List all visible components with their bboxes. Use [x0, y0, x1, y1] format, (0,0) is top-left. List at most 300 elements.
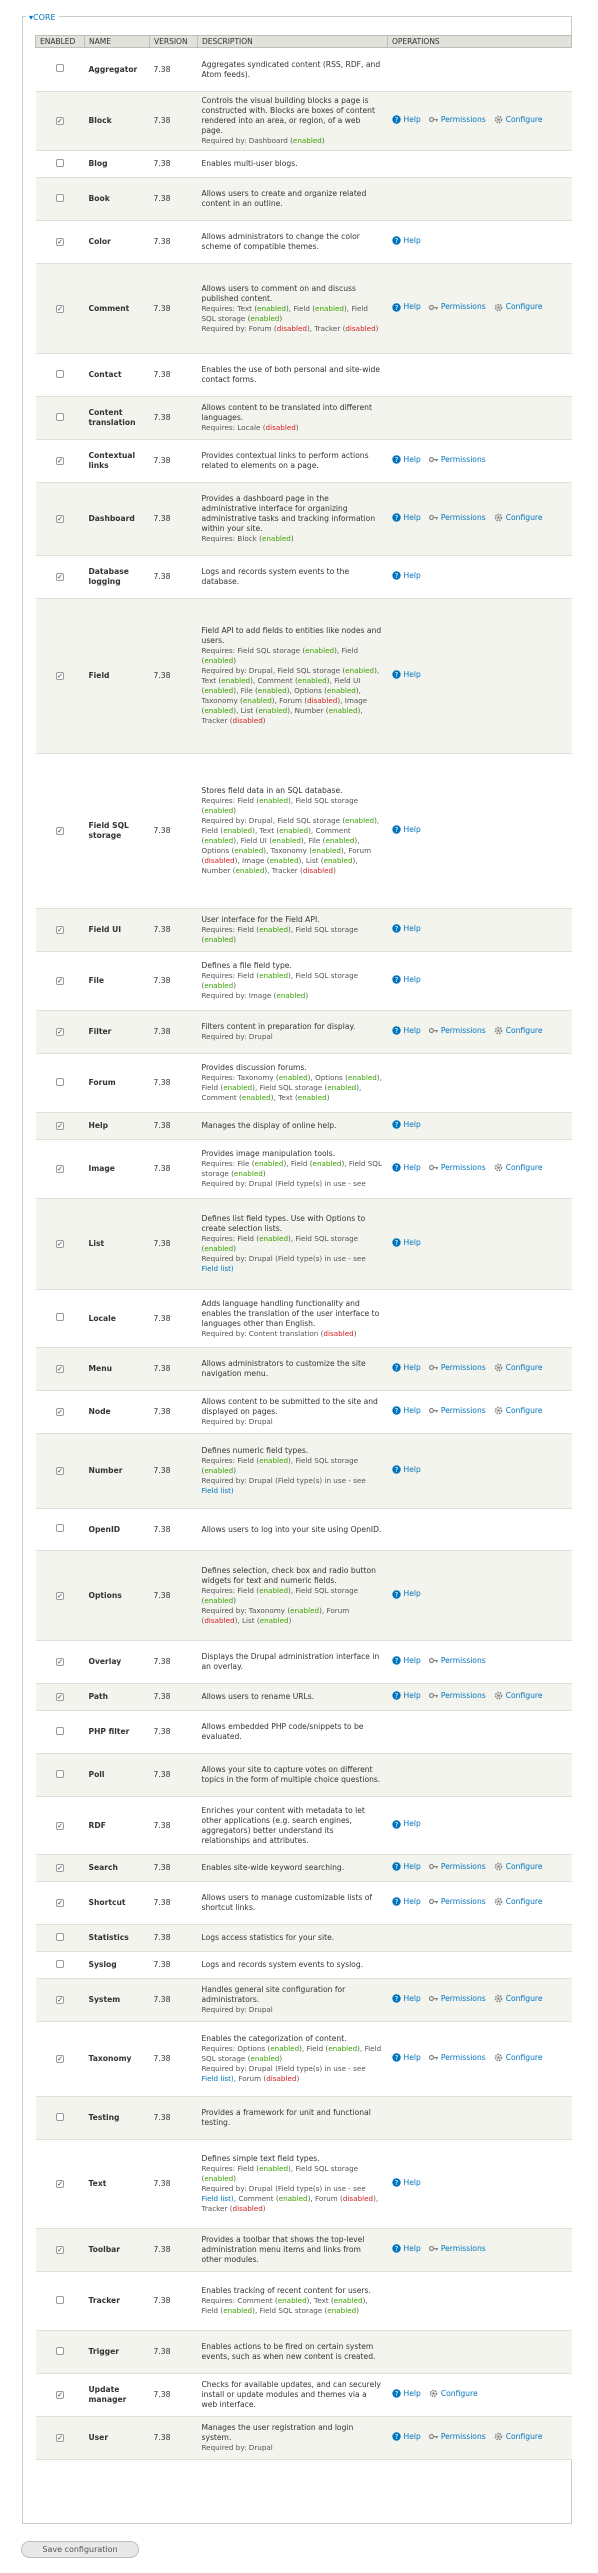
enable-checkbox-locale[interactable] — [56, 1313, 64, 1321]
field-list-link[interactable]: Field list) — [201, 1486, 234, 1495]
dependency-label: Required by: — [201, 1476, 247, 1485]
module-name-label[interactable]: Aggregator — [88, 64, 138, 74]
module-version: 7.38 — [150, 1797, 198, 1855]
help-icon — [392, 670, 401, 679]
configure-link-comment[interactable] — [494, 302, 543, 312]
enable-checkbox-filter[interactable]: ✓ — [57, 1028, 63, 1036]
svg-text:?: ? — [394, 1121, 398, 1130]
svg-text:?: ? — [394, 925, 398, 934]
svg-text:?: ? — [394, 572, 398, 581]
module-name-label[interactable]: Path — [88, 1692, 109, 1701]
module-name-label[interactable]: Help — [88, 1121, 109, 1130]
dependency-status: disabled — [342, 2194, 374, 2203]
help-link-menu[interactable] — [392, 1363, 421, 1373]
enabled-cell — [36, 2097, 85, 2140]
description-text: Enables the use of both personal and site-wide contact forms. — [201, 365, 381, 384]
permissions-link-contextual-links[interactable] — [429, 455, 486, 465]
dependency-item: Comment — [315, 826, 351, 835]
help-link-text[interactable] — [392, 2178, 421, 2188]
description-text: Enables actions to be fired on certain system events, such as when new content is created. — [201, 2342, 376, 2361]
enable-checkbox-dashboard[interactable]: ✓ — [57, 515, 63, 523]
help-link-search[interactable] — [392, 1862, 421, 1872]
module-name-label[interactable]: Comment — [88, 303, 130, 313]
dependency-status: enabled — [204, 1595, 234, 1605]
configure-label: Configure — [505, 1162, 543, 1172]
help-icon — [392, 513, 401, 522]
help-link-field-ui[interactable] — [392, 924, 421, 934]
enable-checkbox-content-translation[interactable] — [56, 413, 64, 421]
help-link-contextual-links[interactable] — [392, 455, 421, 465]
help-link-shortcut[interactable] — [392, 1897, 421, 1907]
module-name-label[interactable]: OpenID — [88, 1524, 121, 1534]
dependency-item: Field — [306, 2044, 324, 2053]
dependency-label: Required by: — [201, 2005, 247, 2014]
module-name-label[interactable]: Forum — [88, 1078, 116, 1087]
help-icon — [392, 2389, 401, 2398]
help-link-filter[interactable] — [392, 1026, 421, 1036]
description-text: Provides discussion forums. — [201, 1063, 307, 1072]
module-name-label[interactable]: Block — [88, 116, 112, 125]
description-text: Allows your site to capture votes on different topics in the form of multiple choice questions. — [201, 1765, 381, 1784]
module-operations — [388, 2097, 572, 2140]
enable-checkbox-image[interactable]: ✓ — [57, 1165, 63, 1173]
module-name-label[interactable]: Dashboard — [88, 514, 135, 523]
help-label: Help — [403, 824, 421, 834]
help-link-overlay[interactable] — [392, 1656, 421, 1666]
module-name-label[interactable]: Options — [88, 1590, 122, 1600]
help-label: Help — [403, 1819, 421, 1829]
module-operations — [388, 1290, 572, 1348]
module-name-label[interactable]: Statistics — [88, 1933, 129, 1942]
help-link-options[interactable] — [392, 1589, 421, 1599]
enable-checkbox-php-filter[interactable] — [56, 1727, 64, 1735]
module-name — [85, 48, 150, 92]
dependency-status: enabled — [305, 646, 335, 655]
enable-checkbox-shortcut[interactable]: ✓ — [57, 1899, 63, 1907]
dependency-item: Field — [201, 2306, 219, 2315]
gear-icon — [494, 1862, 503, 1871]
dependency-item: Field — [237, 2164, 254, 2173]
module-name-label[interactable]: Poll — [88, 1770, 105, 1779]
column-header-description: DESCRIPTION — [198, 36, 388, 48]
module-description — [198, 1199, 388, 1290]
help-icon — [392, 1120, 401, 1129]
enabled-cell — [36, 1113, 85, 1140]
module-name-label[interactable]: Menu — [88, 1364, 113, 1373]
dependency-item: Field UI — [334, 676, 361, 685]
enable-checkbox-field-sql-storage[interactable]: ✓ — [57, 827, 63, 835]
enable-checkbox-statistics[interactable] — [56, 1933, 64, 1941]
module-name — [85, 952, 150, 1011]
dependency-list: Required by: Dashboard (enabled) — [201, 136, 325, 145]
enable-checkbox-rdf[interactable]: ✓ — [57, 1821, 63, 1830]
dependency-list: Requires: Block (enabled) — [201, 534, 294, 543]
permissions-link-comment[interactable] — [429, 302, 486, 312]
module-name-label[interactable]: Taxonomy — [88, 2054, 132, 2063]
module-row-comment — [36, 264, 572, 354]
permissions-label: Permissions — [440, 1655, 486, 1665]
dependency-list: Requires: Text (enabled), Field (enabled), Field SQL storage (enabled) — [201, 303, 368, 323]
configure-link-dashboard[interactable] — [494, 513, 543, 523]
module-operations — [388, 1754, 572, 1797]
description-text: Filters content in preparation for display. — [201, 1022, 356, 1031]
module-row-blog — [36, 151, 572, 178]
help-icon — [392, 1363, 401, 1372]
key-icon — [429, 1656, 438, 1665]
module-name — [85, 92, 150, 151]
enabled-cell — [36, 1797, 85, 1855]
help-label: Help — [403, 1690, 421, 1700]
module-row-image — [36, 1140, 572, 1199]
dependency-label: Requires: — [201, 1456, 236, 1465]
enabled-cell — [36, 1952, 85, 1979]
help-link-node[interactable] — [392, 1406, 421, 1416]
permissions-link-overlay[interactable] — [429, 1656, 486, 1666]
enable-checkbox-trigger[interactable] — [56, 2347, 64, 2355]
help-link-color[interactable] — [392, 236, 421, 246]
dependency-status: enabled — [269, 856, 299, 865]
configure-link-menu[interactable] — [494, 1363, 543, 1373]
module-name-label[interactable]: Trigger — [88, 2347, 119, 2356]
module-name-label[interactable]: RDF — [88, 1820, 106, 1830]
help-link-system[interactable] — [392, 1994, 421, 2004]
help-icon — [392, 1465, 401, 1474]
description-text: Allows users to create and organize related content in an outline. — [201, 189, 367, 208]
key-icon — [429, 115, 438, 124]
key-icon — [429, 1363, 438, 1372]
help-icon — [392, 825, 401, 834]
enable-checkbox-color[interactable]: ✓ — [57, 238, 63, 246]
module-name-label[interactable]: Contact — [88, 370, 122, 379]
module-row-search — [36, 1855, 572, 1882]
save-configuration-button[interactable]: Save configuration — [21, 2541, 139, 2558]
module-name-label[interactable]: PHP filter — [88, 1727, 130, 1736]
module-name-label[interactable]: Filter — [88, 1027, 112, 1036]
module-description — [198, 221, 388, 264]
enable-checkbox-options[interactable]: ✓ — [57, 1591, 63, 1600]
module-description — [198, 2140, 388, 2229]
dependency-status: enabled — [259, 1234, 289, 1243]
module-version: 7.38 — [150, 1434, 198, 1509]
help-link-toolbar[interactable] — [392, 2244, 421, 2254]
permissions-link-user[interactable] — [429, 2432, 486, 2442]
module-name — [85, 1391, 150, 1434]
help-link-help[interactable] — [392, 1120, 421, 1130]
permissions-link-search[interactable] — [429, 1862, 486, 1872]
module-name-label[interactable]: User — [88, 2433, 109, 2442]
module-name-label[interactable]: Update manager — [88, 2385, 127, 2404]
enable-checkbox-help[interactable]: ✓ — [57, 1122, 63, 1130]
permissions-link-node[interactable] — [429, 1406, 486, 1416]
enable-checkbox-file[interactable]: ✓ — [57, 977, 63, 985]
help-icon — [392, 2053, 401, 2062]
module-name-label[interactable]: Field — [88, 671, 110, 680]
module-row-system — [36, 1979, 572, 2022]
permissions-link-dashboard[interactable] — [429, 513, 486, 523]
fieldset-legend-core[interactable]: ▾CORE — [26, 13, 59, 23]
dependency-status: disabled — [345, 323, 376, 333]
module-row-book — [36, 178, 572, 221]
enabled-cell — [36, 1979, 85, 2022]
help-icon — [392, 571, 401, 580]
module-operations — [388, 92, 572, 151]
dependency-item: Drupal (Field type(s) in use - see — [248, 1179, 366, 1188]
dependency-status: enabled — [315, 303, 344, 313]
enable-checkbox-update-manager[interactable]: ✓ — [57, 2391, 63, 2399]
module-name — [85, 1882, 150, 1925]
dependency-item: Field SQL storage — [295, 1234, 359, 1243]
dependency-item: Drupal (Field type(s) in use - see — [248, 1254, 366, 1263]
module-name-label[interactable]: Number — [88, 1466, 123, 1475]
permissions-link-image[interactable] — [429, 1163, 486, 1173]
module-name-label[interactable]: Node — [88, 1407, 111, 1416]
module-version: 7.38 — [150, 1952, 198, 1979]
enable-checkbox-search[interactable]: ✓ — [57, 1864, 63, 1872]
configure-label: Configure — [505, 1690, 543, 1700]
help-link-user[interactable] — [392, 2432, 421, 2442]
configure-link-image[interactable] — [494, 1163, 543, 1173]
configure-link-node[interactable] — [494, 1406, 543, 1416]
module-description — [198, 178, 388, 221]
dependency-label: Requires: — [201, 796, 236, 805]
enable-checkbox-database-logging[interactable]: ✓ — [57, 573, 63, 581]
module-name-label[interactable]: Content translation — [88, 408, 136, 427]
module-name-label[interactable]: Field SQL storage — [88, 821, 129, 840]
dependency-item: Text — [278, 1093, 293, 1102]
module-row-path — [36, 1684, 572, 1711]
configure-label: Configure — [505, 1405, 543, 1415]
key-icon — [429, 1691, 438, 1700]
enable-checkbox-field[interactable]: ✓ — [57, 672, 63, 680]
module-description — [198, 1855, 388, 1882]
help-icon — [392, 1163, 401, 1172]
svg-text:?: ? — [394, 1657, 398, 1666]
enable-checkbox-system[interactable]: ✓ — [57, 1996, 63, 2004]
configure-link-path[interactable] — [494, 1691, 543, 1701]
enable-checkbox-aggregator[interactable] — [56, 64, 64, 72]
svg-text:?: ? — [394, 2179, 398, 2188]
enable-checkbox-comment[interactable]: ✓ — [57, 304, 63, 313]
help-link-database-logging[interactable] — [392, 571, 421, 581]
dependency-list — [202, 1254, 384, 1264]
help-link-taxonomy[interactable] — [392, 2053, 421, 2063]
help-link-image[interactable] — [392, 1163, 421, 1173]
module-row-testing — [36, 2097, 572, 2140]
module-operations — [388, 2272, 572, 2331]
permissions-link-path[interactable] — [429, 1691, 486, 1701]
dependency-item: Field — [237, 925, 254, 934]
help-link-list[interactable] — [392, 1238, 421, 1248]
enable-checkbox-toolbar[interactable]: ✓ — [57, 2246, 63, 2254]
dependency-item: Locale — [237, 423, 261, 432]
enable-checkbox-book[interactable] — [56, 194, 64, 202]
module-name-label[interactable]: Overlay — [88, 1657, 122, 1666]
enable-checkbox-path[interactable]: ✓ — [57, 1693, 63, 1701]
dependency-status: enabled — [223, 826, 253, 835]
dependency-status: enabled — [327, 1083, 357, 1092]
enable-checkbox-user[interactable]: ✓ — [57, 2434, 63, 2442]
help-link-file[interactable] — [392, 975, 421, 985]
module-name-label[interactable]: Shortcut — [88, 1898, 126, 1907]
help-link-update-manager[interactable] — [392, 2389, 421, 2399]
enabled-cell — [36, 1011, 85, 1054]
module-name-label[interactable]: Contextual links — [88, 451, 136, 470]
dependency-status: enabled — [204, 706, 234, 715]
configure-link-update-manager[interactable] — [429, 2389, 478, 2399]
module-name — [85, 1434, 150, 1509]
enable-checkbox-contextual-links[interactable]: ✓ — [57, 457, 63, 465]
enable-checkbox-overlay[interactable]: ✓ — [57, 1658, 63, 1666]
help-link-rdf[interactable] — [392, 1819, 421, 1829]
enable-checkbox-block[interactable]: ✓ — [57, 117, 63, 125]
module-operations — [388, 1979, 572, 2022]
module-name-label[interactable]: List — [88, 1239, 105, 1248]
dependency-status: enabled — [297, 676, 327, 685]
module-version: 7.38 — [150, 1054, 198, 1113]
field-list-link[interactable]: Field list) — [201, 1264, 234, 1273]
module-description — [198, 754, 388, 909]
dependency-label: Requires: — [201, 1159, 236, 1168]
description-text: Manages the user registration and login system. — [201, 2423, 354, 2442]
enabled-cell — [36, 2331, 85, 2374]
module-name-label[interactable]: Toolbar — [88, 2245, 121, 2254]
enable-checkbox-openid[interactable] — [56, 1524, 64, 1532]
help-link-field-sql-storage[interactable] — [392, 825, 421, 835]
table-header-row — [36, 36, 572, 48]
description-text: Enables site-wide keyword searching. — [201, 1863, 345, 1872]
module-name-label[interactable]: Tracker — [88, 2296, 120, 2305]
enabled-cell — [36, 952, 85, 1011]
module-description — [198, 599, 388, 754]
module-name-label[interactable]: Blog — [88, 159, 108, 168]
module-name-label[interactable]: Field UI — [88, 925, 122, 934]
enable-checkbox-blog[interactable] — [56, 159, 64, 167]
field-list-link[interactable]: Field list), — [201, 2074, 237, 2083]
module-name-label[interactable]: Database logging — [88, 567, 129, 586]
module-row-list — [36, 1199, 572, 1290]
enable-checkbox-forum[interactable] — [56, 1078, 64, 1086]
key-icon — [429, 1897, 438, 1906]
description-text: Enriches your content with metadata to let other applications (e.g. search engines, aggregators) better understand its relationships and attributes. — [201, 1805, 365, 1845]
enable-checkbox-testing[interactable] — [56, 2113, 64, 2121]
module-name-label[interactable]: Image — [88, 1164, 115, 1173]
enable-checkbox-menu[interactable]: ✓ — [57, 1365, 63, 1373]
configure-link-system[interactable] — [494, 1994, 543, 2004]
enable-checkbox-syslog[interactable] — [56, 1960, 64, 1968]
dependency-item: Tracker — [201, 716, 228, 725]
module-name-label[interactable]: Syslog — [88, 1960, 117, 1969]
module-name — [85, 754, 150, 909]
module-name — [85, 354, 150, 397]
enable-checkbox-tracker[interactable] — [56, 2296, 64, 2304]
enable-checkbox-list[interactable]: ✓ — [57, 1240, 63, 1248]
help-label: Help — [403, 235, 421, 245]
module-row-content-translation — [36, 397, 572, 440]
configure-link-filter[interactable] — [494, 1026, 543, 1036]
permissions-label: Permissions — [440, 454, 486, 464]
description-text: Provides a dashboard page in the administrative interface for organizing administrative tasks and tracking information within your site. — [201, 494, 376, 533]
dependency-label: Requires: — [201, 2164, 236, 2173]
configure-link-search[interactable] — [494, 1862, 543, 1872]
module-name — [85, 483, 150, 556]
module-name-label[interactable]: Book — [88, 194, 110, 203]
field-list-line: Field list), Comment (enabled), Forum (disabled), Tracker (disabled) — [201, 2194, 379, 2213]
dependency-item: Field — [293, 303, 310, 313]
permissions-link-toolbar[interactable] — [429, 2244, 486, 2254]
dependency-label: Required by: — [201, 816, 247, 825]
help-label: Help — [403, 1655, 421, 1665]
help-link-block[interactable] — [392, 115, 421, 125]
module-name-label[interactable]: Search — [88, 1863, 118, 1872]
permissions-link-taxonomy[interactable] — [429, 2053, 486, 2063]
module-name-label[interactable]: Locale — [88, 1313, 116, 1323]
module-name-label[interactable]: File — [88, 976, 105, 985]
enable-checkbox-taxonomy[interactable]: ✓ — [57, 2055, 63, 2063]
enable-checkbox-node[interactable]: ✓ — [57, 1408, 63, 1416]
help-label: Help — [403, 1237, 421, 1247]
dependency-item: Field SQL storage — [295, 925, 359, 934]
dependency-label: Required by: — [201, 991, 247, 1000]
configure-link-taxonomy[interactable] — [494, 2053, 543, 2063]
configure-link-block[interactable] — [494, 115, 543, 125]
permissions-label: Permissions — [440, 1362, 486, 1372]
enable-checkbox-field-ui[interactable]: ✓ — [57, 926, 63, 934]
module-name — [85, 1684, 150, 1711]
permissions-link-menu[interactable] — [429, 1363, 486, 1373]
dependency-status: enabled — [325, 836, 355, 845]
module-name-label[interactable]: Text — [88, 2179, 107, 2188]
module-name — [85, 440, 150, 483]
permissions-link-filter[interactable] — [429, 1026, 486, 1036]
help-link-field[interactable] — [392, 670, 421, 680]
enable-checkbox-text[interactable]: ✓ — [57, 2180, 63, 2188]
configure-link-shortcut[interactable] — [494, 1897, 543, 1907]
field-list-line: Field list), Forum (disabled) — [201, 2074, 300, 2083]
permissions-link-system[interactable] — [429, 1994, 486, 2004]
module-name-label[interactable]: Color — [88, 237, 111, 246]
module-version: 7.38 — [150, 2140, 198, 2229]
enabled-cell — [36, 221, 85, 264]
dependency-label: Required by: — [201, 1032, 247, 1041]
module-name-label[interactable]: Testing — [88, 2113, 120, 2122]
svg-text:?: ? — [394, 2433, 398, 2442]
help-link-path[interactable] — [392, 1691, 421, 1701]
help-link-comment[interactable] — [392, 302, 421, 312]
dependency-label: Required by: — [201, 1179, 247, 1188]
enable-checkbox-poll[interactable] — [56, 1770, 64, 1778]
key-icon — [429, 2244, 438, 2253]
enable-checkbox-contact[interactable] — [56, 370, 64, 378]
configure-link-user[interactable] — [494, 2432, 543, 2442]
module-row-overlay — [36, 1641, 572, 1684]
permissions-link-shortcut[interactable] — [429, 1897, 486, 1907]
help-label: Help — [403, 2388, 421, 2398]
module-operations — [388, 1641, 572, 1684]
module-name-label[interactable]: System — [88, 1995, 121, 2004]
module-version: 7.38 — [150, 1011, 198, 1054]
permissions-link-block[interactable] — [429, 115, 486, 125]
enabled-cell — [36, 754, 85, 909]
dependency-label: Required by: — [201, 1417, 247, 1426]
field-list-link[interactable]: Field list), — [201, 2194, 237, 2203]
help-link-dashboard[interactable] — [392, 513, 421, 523]
dependency-status: enabled — [328, 2044, 358, 2053]
gear-icon — [494, 1897, 503, 1906]
description-text: Enables multi-user blogs. — [201, 159, 298, 168]
help-link-number[interactable] — [392, 1465, 421, 1475]
enable-checkbox-number[interactable]: ✓ — [57, 1467, 63, 1475]
permissions-label: Permissions — [440, 1896, 486, 1906]
